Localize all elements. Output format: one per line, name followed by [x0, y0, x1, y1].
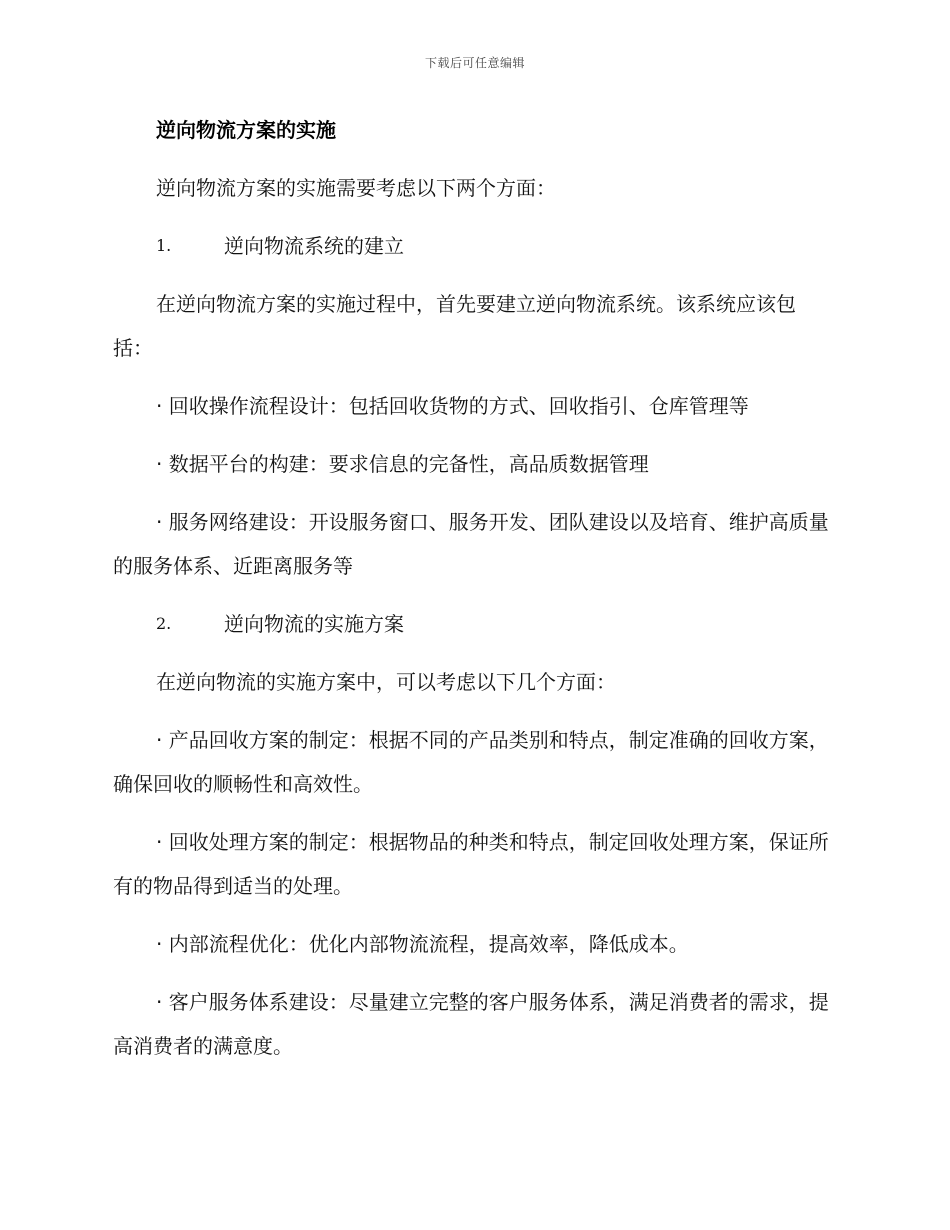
section-1-intro: 在逆向物流方案的实施过程中，首先要建立逆向物流系统。该系统应该包括：	[113, 292, 796, 360]
document-body	[113, 110, 833, 1082]
section-1-heading	[113, 224, 833, 268]
section-2-item: · 产品回收方案的制定：根据不同的产品类别和特点，制定准确的回收方案，确保回收的顺畅性和高效性。	[113, 728, 829, 796]
intro-paragraph: 逆向物流方案的实施需要考虑以下两个方面：	[156, 176, 556, 200]
section-1-title: 逆向物流系统的建立	[224, 234, 404, 258]
section-1-item: · 服务网络建设：开设服务窗口、服务开发、团队建设以及培育、维护高质量的服务体系、近距离服务等	[113, 510, 829, 578]
document-title: 逆向物流方案的实施	[156, 118, 336, 142]
section-2-intro: 在逆向物流的实施方案中，可以考虑以下几个方面：	[156, 670, 616, 694]
section-1-item: · 回收操作流程设计：包括回收货物的方式、回收指引、仓库管理等	[156, 394, 749, 418]
section-1-item: · 数据平台的构建：要求信息的完备性，高品质数据管理	[156, 452, 649, 476]
section-2-title: 逆向物流的实施方案	[224, 612, 404, 636]
section-2-item: · 回收处理方案的制定：根据物品的种类和特点，制定回收处理方案，保证所有的物品得到适当的处理。	[113, 830, 829, 898]
section-2-item: · 客户服务体系建设：尽量建立完整的客户服务体系，满足消费者的需求，提高消费者的满意度。	[113, 990, 829, 1058]
section-2-item: · 内部流程优化：优化内部物流流程，提高效率，降低成本。	[156, 932, 689, 956]
section-2-heading	[113, 602, 833, 646]
section-1-number: 1.	[156, 236, 172, 255]
section-2-number: 2.	[156, 614, 172, 633]
header-note: 下载后可任意编辑	[424, 56, 525, 70]
